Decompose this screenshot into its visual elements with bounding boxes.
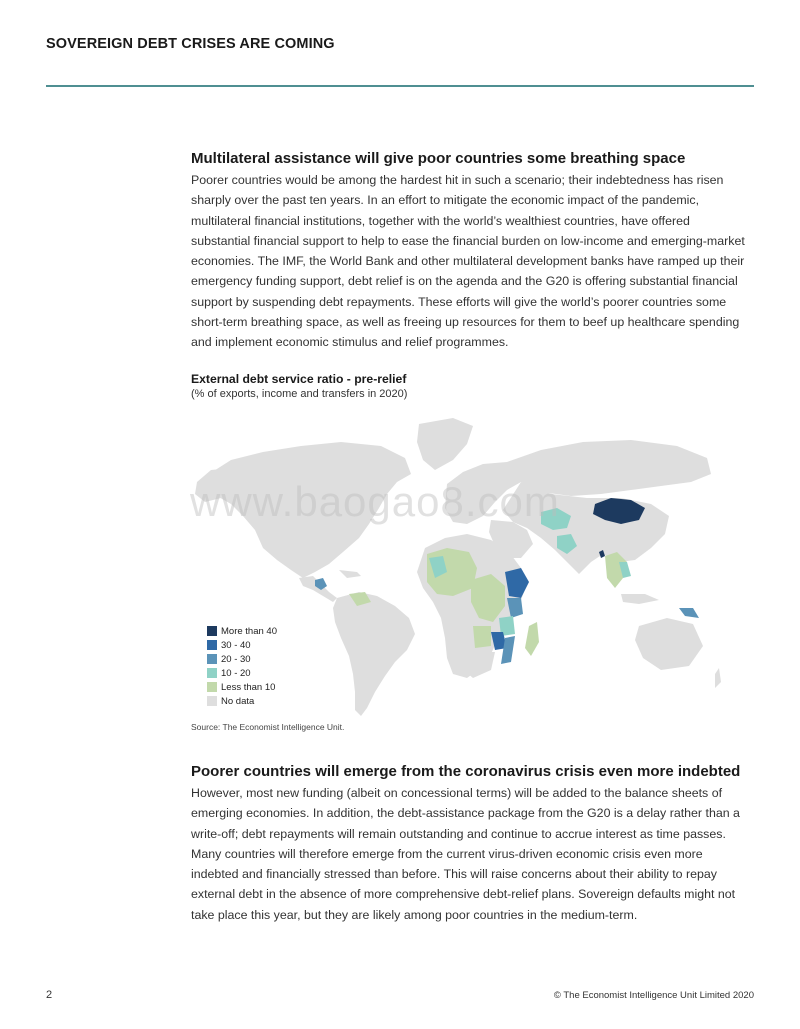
paragraph-line: economies. The IMF, the World Bank and other multilateral development banks have ramped up their [191, 254, 745, 269]
paragraph-line: short-term breathing space, as well as freeing up resources for them to beef up healthcare spending [191, 315, 740, 330]
legend-swatch [207, 654, 217, 664]
section-poorer-countries [191, 763, 756, 925]
legend-label: 20 - 30 [221, 653, 251, 665]
section-title: Poorer countries will emerge from the coronavirus crisis even more indebted [191, 763, 741, 780]
paragraph-line: multilateral financial institutions, together with the world’s wealthiest countries, have offered [191, 213, 690, 228]
legend-swatch [207, 682, 217, 692]
figure-title: External debt service ratio - pre-relief [191, 372, 407, 386]
figure-heading [191, 372, 756, 400]
legend-label: No data [221, 695, 255, 707]
legend-item [207, 666, 277, 680]
legend-label: Less than 10 [221, 681, 276, 693]
map-region-greenland [417, 418, 473, 470]
paragraph-line: sharply over the past ten years. In an effort to mitigate the economic impact of the pandemic, [191, 193, 700, 208]
header-divider [46, 85, 754, 87]
legend-label: 30 - 40 [221, 639, 251, 651]
legend-item [207, 624, 277, 638]
legend-item [207, 652, 277, 666]
world-debt-map [191, 412, 721, 717]
paragraph-line: external debt in the absence of more comprehensive debt-relief plans. Sovereign defaults might not [191, 887, 736, 902]
legend-label: More than 40 [221, 625, 277, 637]
map-region-caribbean [339, 570, 361, 578]
page-number: 2 [46, 989, 53, 1001]
body-paragraph [191, 170, 756, 353]
paragraph-line: take place this year, but they are likely among poor countries in the medium-term. [191, 907, 638, 922]
map-region-madagascar [525, 622, 539, 656]
map-region-new-zealand [715, 668, 721, 688]
paragraph-line: and implement economic stimulus and relief programmes. [191, 335, 509, 350]
paragraph-line: emerging economies. In addition, the debt-assistance package from the G20 is a delay rather than a [191, 806, 740, 821]
section-multilateral-assistance [191, 150, 756, 353]
paragraph-line: emergency funding support, debt relief is on the agenda and the G20 is offering substantial financial [191, 274, 738, 289]
map-region-papua-new-guinea [679, 608, 699, 618]
figure-subtitle: (% of exports, income and transfers in 2020) [191, 388, 408, 400]
paragraph-line: write-off; debt repayments will remain outstanding and continue to accrue interest as time passes. [191, 826, 726, 841]
map-region-south-america [333, 592, 415, 716]
legend-item [207, 680, 277, 694]
legend-swatch [207, 640, 217, 650]
legend-swatch [207, 696, 217, 706]
legend-swatch [207, 668, 217, 678]
figure-source: Source: The Economist Intelligence Unit. [191, 722, 345, 732]
section-title: Multilateral assistance will give poor countries some breathing space [191, 150, 686, 167]
running-header-title: SOVEREIGN DEBT CRISES ARE COMING [46, 36, 335, 52]
map-region-australia [635, 618, 703, 670]
paragraph-line: Many countries will therefore emerge from the current virus-driven economic crisis even more [191, 846, 703, 861]
body-paragraph [191, 783, 756, 925]
copyright-notice: © The Economist Intelligence Unit Limited 2020 [553, 990, 754, 1001]
legend-item [207, 694, 277, 708]
watermark: www.baogao8.com [190, 478, 560, 525]
map-legend [207, 624, 277, 708]
map-region-ethiopia [505, 568, 529, 598]
legend-swatch [207, 626, 217, 636]
map-region-angola-area [473, 626, 491, 648]
map-region-indonesia [621, 594, 659, 604]
paragraph-line: indebted and financially stressed than before. This will raise concerns about their ability to repay [191, 867, 717, 882]
legend-label: 10 - 20 [221, 667, 251, 679]
legend-item [207, 638, 277, 652]
paragraph-line: support by suspending debt repayments. These efforts will give the world’s poorer countries some [191, 294, 727, 309]
paragraph-line: However, most new funding (albeit on concessional terms) will be added to the balance sheets of [191, 786, 723, 800]
paragraph-line: substantial financial support to help to ease the financial burden on low-income and emerging-market [191, 233, 745, 248]
paragraph-line: Poorer countries would be among the hardest hit in such a scenario; their indebtedness has risen [191, 173, 724, 187]
